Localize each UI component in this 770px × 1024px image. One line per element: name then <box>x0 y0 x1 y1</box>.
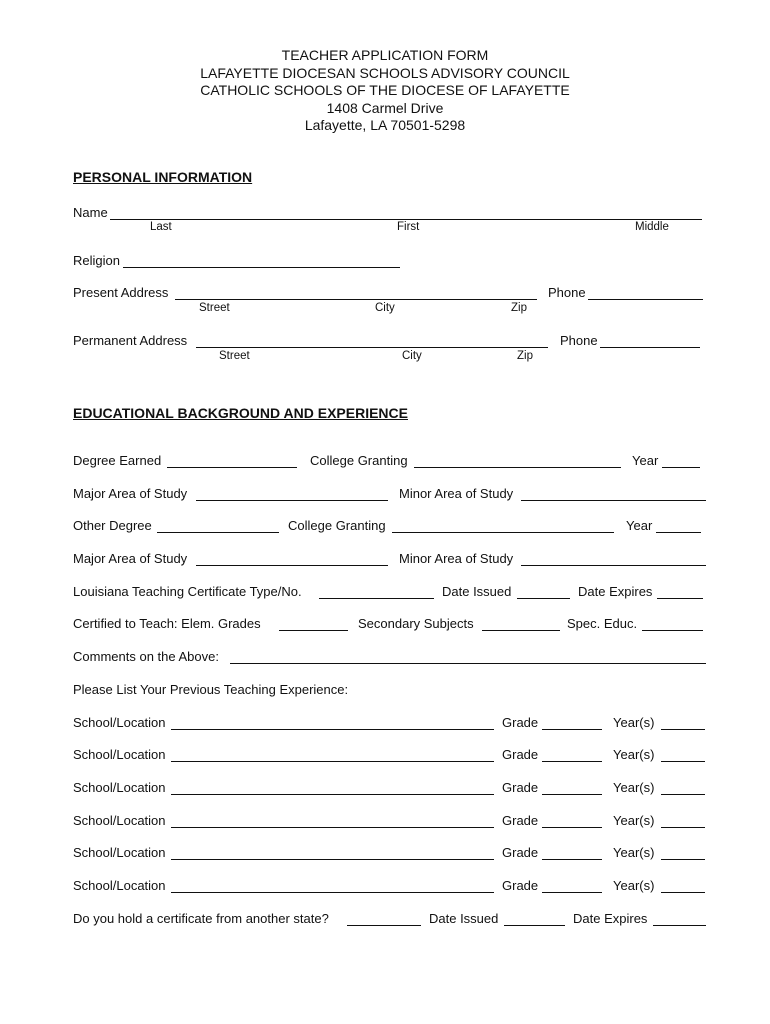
degree-earned-label: Degree Earned <box>73 453 162 468</box>
present-address-label: Present Address <box>73 285 169 300</box>
college-granting-2-field[interactable] <box>392 532 614 533</box>
school-location-label: School/Location <box>73 715 166 730</box>
other-state-date-expires-label: Date Expires <box>573 911 648 926</box>
college-granting-label: College Granting <box>310 453 408 468</box>
spec-educ-field[interactable] <box>642 630 703 631</box>
major-area-label: Major Area of Study <box>73 486 188 501</box>
major-area-field[interactable] <box>196 500 388 501</box>
grade-field[interactable] <box>542 859 602 860</box>
date-issued-field[interactable] <box>517 598 570 599</box>
grade-label: Grade <box>502 747 539 762</box>
college-granting-field[interactable] <box>414 467 621 468</box>
grade-field[interactable] <box>542 827 602 828</box>
comments-field[interactable] <box>230 663 706 664</box>
comments-label: Comments on the Above: <box>73 649 219 664</box>
minor-area-2-label: Minor Area of Study <box>399 551 514 566</box>
date-issued-label: Date Issued <box>442 584 512 599</box>
major-area-2-field[interactable] <box>196 565 388 566</box>
diocese-name: CATHOLIC SCHOOLS OF THE DIOCESE OF LAFAYETTE <box>200 82 570 98</box>
minor-area-2-field[interactable] <box>521 565 706 566</box>
year-label: Year <box>632 453 659 468</box>
education-heading: EDUCATIONAL BACKGROUND AND EXPERIENCE <box>73 405 408 421</box>
years-field[interactable] <box>661 859 705 860</box>
grade-label: Grade <box>502 715 539 730</box>
permanent-street-caption: Street <box>219 350 250 362</box>
present-address-field[interactable] <box>175 299 537 300</box>
present-zip-caption: Zip <box>511 302 527 314</box>
permanent-address-field[interactable] <box>196 347 548 348</box>
other-state-certificate-field[interactable] <box>347 925 421 926</box>
school-location-field[interactable] <box>171 761 494 762</box>
years-label: Year(s) <box>613 878 655 893</box>
degree-earned-field[interactable] <box>167 467 297 468</box>
school-location-label: School/Location <box>73 780 166 795</box>
years-label: Year(s) <box>613 747 655 762</box>
years-label: Year(s) <box>613 845 655 860</box>
permanent-phone-field[interactable] <box>600 347 700 348</box>
school-location-field[interactable] <box>171 794 494 795</box>
other-state-certificate-label: Do you hold a certificate from another state? <box>73 911 329 926</box>
other-state-date-issued-field[interactable] <box>504 925 565 926</box>
permanent-address-label: Permanent Address <box>73 333 188 348</box>
years-field[interactable] <box>661 827 705 828</box>
elem-grades-label: Certified to Teach: Elem. Grades <box>73 616 261 631</box>
school-location-label: School/Location <box>73 813 166 828</box>
permanent-city-caption: City <box>402 350 422 362</box>
other-degree-field[interactable] <box>157 532 279 533</box>
school-location-label: School/Location <box>73 878 166 893</box>
present-phone-field[interactable] <box>588 299 703 300</box>
date-expires-field[interactable] <box>657 598 703 599</box>
major-area-2-label: Major Area of Study <box>73 551 188 566</box>
school-location-label: School/Location <box>73 747 166 762</box>
secondary-subjects-label: Secondary Subjects <box>358 616 474 631</box>
minor-area-label: Minor Area of Study <box>399 486 514 501</box>
street-address: 1408 Carmel Drive <box>326 99 444 116</box>
years-label: Year(s) <box>613 715 655 730</box>
city-state-zip: Lafayette, LA 70501-5298 <box>304 117 466 133</box>
grade-label: Grade <box>502 780 539 795</box>
grade-field[interactable] <box>542 892 602 893</box>
name-last-caption: Last <box>150 221 172 233</box>
grade-field[interactable] <box>542 794 602 795</box>
religion-label: Religion <box>73 253 120 268</box>
personal-information-heading: PERSONAL INFORMATION <box>73 169 253 185</box>
year-2-label: Year <box>626 518 653 533</box>
year-2-field[interactable] <box>656 532 701 533</box>
years-field[interactable] <box>661 794 705 795</box>
date-expires-label: Date Expires <box>578 584 653 599</box>
present-street-caption: Street <box>199 302 230 314</box>
school-location-label: School/Location <box>73 845 166 860</box>
other-degree-label: Other Degree <box>73 518 152 533</box>
college-granting-2-label: College Granting <box>288 518 386 533</box>
permanent-zip-caption: Zip <box>517 350 533 362</box>
grade-field[interactable] <box>542 729 602 730</box>
present-phone-label: Phone <box>548 285 586 300</box>
years-label: Year(s) <box>613 813 655 828</box>
secondary-subjects-field[interactable] <box>482 630 560 631</box>
permanent-phone-label: Phone <box>560 333 598 348</box>
name-first-caption: First <box>397 221 420 233</box>
religion-field[interactable] <box>123 267 400 268</box>
other-state-date-expires-field[interactable] <box>653 925 706 926</box>
years-field[interactable] <box>661 729 705 730</box>
certificate-type-label: Louisiana Teaching Certificate Type/No. <box>73 584 302 599</box>
name-field[interactable] <box>110 219 702 220</box>
spec-educ-label: Spec. Educ. <box>567 616 638 631</box>
years-field[interactable] <box>661 892 705 893</box>
grade-label: Grade <box>502 845 539 860</box>
school-location-field[interactable] <box>171 859 494 860</box>
grade-label: Grade <box>502 878 539 893</box>
name-middle-caption: Middle <box>635 221 669 233</box>
certificate-type-field[interactable] <box>319 598 434 599</box>
name-label: Name <box>73 205 108 220</box>
elem-grades-field[interactable] <box>279 630 348 631</box>
experience-prompt: Please List Your Previous Teaching Experience: <box>73 682 349 697</box>
form-header <box>0 47 770 135</box>
years-field[interactable] <box>661 761 705 762</box>
present-city-caption: City <box>375 302 395 314</box>
school-location-field[interactable] <box>171 827 494 828</box>
years-label: Year(s) <box>613 780 655 795</box>
grade-label: Grade <box>502 813 539 828</box>
form-title: TEACHER APPLICATION FORM <box>281 47 489 63</box>
council-name: LAFAYETTE DIOCESAN SCHOOLS ADVISORY COUNCIL <box>200 64 570 81</box>
minor-area-field[interactable] <box>521 500 706 501</box>
school-location-field[interactable] <box>171 892 494 893</box>
grade-field[interactable] <box>542 761 602 762</box>
school-location-field[interactable] <box>171 729 494 730</box>
other-state-date-issued-label: Date Issued <box>429 911 499 926</box>
year-field[interactable] <box>662 467 700 468</box>
